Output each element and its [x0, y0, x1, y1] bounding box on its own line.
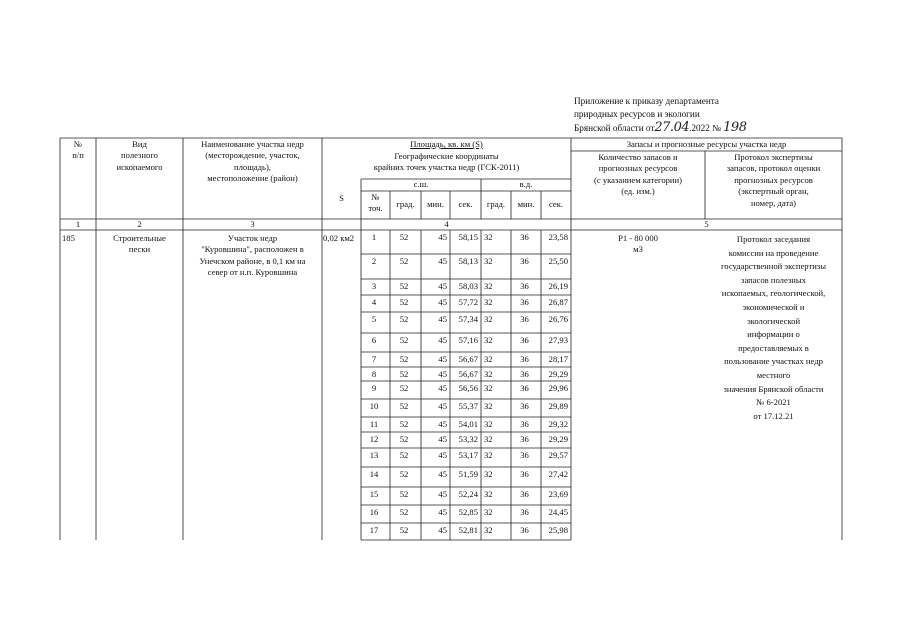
point-coordinate-cell: 23,58 [548, 232, 568, 242]
point-coordinate-cell: 29,57 [548, 450, 568, 460]
point-coordinate-cell: 29,29 [548, 369, 568, 379]
point-coordinate-cell: 32 [484, 297, 493, 307]
point-number: 5 [371, 314, 377, 324]
point-coordinate-cell: 24,45 [548, 507, 568, 517]
annex-line-1: Приложение к приказу департамента [574, 96, 719, 106]
header-reserves-title: Запасы и прогнозные ресурсы участка недр [626, 139, 787, 149]
header-lat-group: с.ш. [413, 179, 429, 189]
row-reserves-qty: P1 - 80 000 м3 [618, 233, 658, 255]
point-number: 9 [371, 383, 377, 393]
point-coordinate-cell: 29,29 [548, 434, 568, 444]
point-coordinate-cell: 36 [520, 469, 529, 479]
point-coordinate-cell: 45 [438, 256, 447, 266]
point-coordinate-cell: 36 [520, 489, 529, 499]
point-coordinate-cell: 45 [438, 383, 447, 393]
point-coordinate-cell: 45 [438, 281, 447, 291]
point-coordinate-cell: 36 [520, 232, 529, 242]
point-coordinate-cell: 32 [484, 401, 493, 411]
point-coordinate-cell: 45 [438, 507, 447, 517]
row-area: 0,02 км2 [323, 233, 355, 243]
row-name: Участок недр "Куровшина", расположен в Унечском районе, в 0,1 км на север от н.п. Куровшина [199, 233, 306, 278]
colnum-3: 3 [250, 219, 255, 229]
point-coordinate-cell: 52,85 [458, 507, 478, 517]
row-num: 185 [62, 233, 75, 243]
point-coordinate-cell: 26,76 [548, 314, 568, 324]
point-coordinate-cell: 32 [484, 369, 493, 379]
point-number: 7 [371, 354, 377, 364]
point-number: 17 [369, 525, 379, 535]
point-coordinate-cell: 36 [520, 335, 529, 345]
point-coordinate-cell: 58,13 [458, 256, 478, 266]
point-coordinate-cell: 52 [399, 434, 409, 444]
colnum-4: 4 [444, 219, 449, 229]
point-coordinate-cell: 56,67 [458, 354, 478, 364]
point-number: 6 [371, 335, 377, 345]
point-number: 14 [369, 469, 379, 479]
header-num: № п/п [72, 139, 84, 161]
point-coordinate-cell: 52 [399, 507, 409, 517]
point-number: 10 [369, 401, 379, 411]
point-coordinate-cell: 51,59 [458, 469, 478, 479]
point-number: 13 [369, 450, 379, 460]
header-reserves-protocol: Протокол экспертизы запасов, протокол оценки прогнозных ресурсов (экспертный орган, номер, дата) [726, 152, 821, 208]
point-coordinate-cell: 32 [484, 450, 493, 460]
point-coordinate-cell: 57,34 [458, 314, 478, 324]
point-coordinate-cell: 53,17 [458, 450, 478, 460]
point-coordinate-cell: 58,15 [458, 232, 478, 242]
point-coordinate-cell: 55,37 [458, 401, 478, 411]
point-coordinate-cell: 32 [484, 419, 493, 429]
point-coordinate-cell: 25,98 [548, 525, 568, 535]
point-coordinate-cell: 32 [484, 507, 493, 517]
point-coordinate-cell: 28,17 [548, 354, 568, 364]
point-coordinate-cell: 36 [520, 419, 529, 429]
point-coordinate-cell: 27,42 [548, 469, 568, 479]
point-coordinate-cell: 56,56 [458, 383, 478, 393]
point-coordinate-cell: 45 [438, 489, 447, 499]
point-coordinate-cell: 29,32 [548, 419, 568, 429]
point-coordinate-cell: 36 [520, 281, 529, 291]
point-coordinate-cell: 29,96 [548, 383, 568, 393]
header-lon-deg: град. [486, 199, 506, 209]
point-coordinate-cell: 32 [484, 281, 493, 291]
point-coordinate-cell: 26,87 [548, 297, 568, 307]
point-coordinate-cell: 45 [438, 450, 447, 460]
point-coordinate-cell: 57,16 [458, 335, 478, 345]
point-coordinate-cell: 36 [520, 525, 529, 535]
point-coordinate-cell: 36 [520, 383, 529, 393]
point-coordinate-cell: 45 [438, 354, 447, 364]
point-coordinate-cell: 53,32 [458, 434, 478, 444]
point-coordinate-cell: 32 [484, 232, 493, 242]
row-kind: Строительные пески [113, 233, 166, 255]
point-coordinate-cell: 36 [520, 450, 529, 460]
annex-year: .2022 № [689, 123, 721, 133]
point-coordinate-cell: 36 [520, 434, 529, 444]
point-coordinate-cell: 36 [520, 507, 529, 517]
colnum-1: 1 [75, 219, 81, 229]
point-coordinate-cell: 32 [484, 525, 493, 535]
point-coordinate-cell: 32 [484, 256, 493, 266]
header-lat-sec: сек. [458, 199, 473, 209]
header-reserves-qty: Количество запасов и прогнозных ресурсов (с указанием категории) (ед. изм.) [594, 152, 682, 197]
header-coords-title: Географические координаты крайних точек участка недр (ГСК-2011) [373, 151, 520, 173]
point-coordinate-cell: 56,67 [458, 369, 478, 379]
point-number: 11 [369, 419, 379, 429]
point-coordinate-cell: 52,81 [458, 525, 478, 535]
header-lat-min: мин. [427, 199, 444, 209]
point-coordinate-cell: 52 [399, 419, 409, 429]
point-coordinate-cell: 25,50 [548, 256, 568, 266]
header-s: S [339, 193, 344, 203]
point-coordinate-cell: 45 [438, 469, 447, 479]
point-coordinate-cell: 52 [399, 335, 409, 345]
point-coordinate-cell: 32 [484, 383, 493, 393]
point-coordinate-cell: 52 [399, 297, 409, 307]
colnum-2: 2 [137, 219, 142, 229]
point-coordinate-cell: 54,01 [458, 419, 478, 429]
point-coordinate-cell: 36 [520, 256, 529, 266]
handwritten-number: 198 [723, 120, 747, 135]
point-coordinate-cell: 23,69 [548, 489, 568, 499]
header-name: Наименование участка недр (месторождение, участок, площадь), местоположение (район) [201, 139, 304, 184]
point-number: 8 [371, 369, 377, 379]
point-coordinate-cell: 52,24 [458, 489, 478, 499]
point-coordinate-cell: 52 [399, 232, 409, 242]
point-coordinate-cell: 52 [399, 354, 409, 364]
header-lon-group: в.д. [519, 179, 533, 189]
point-coordinate-cell: 45 [438, 434, 447, 444]
point-coordinate-cell: 26,19 [548, 281, 568, 291]
point-coordinate-cell: 45 [438, 525, 447, 535]
point-coordinate-cell: 32 [484, 354, 493, 364]
point-coordinate-cell: 36 [520, 369, 529, 379]
point-coordinate-cell: 45 [438, 335, 447, 345]
point-coordinate-cell: 52 [399, 383, 409, 393]
point-coordinate-cell: 52 [399, 450, 409, 460]
point-number: 3 [371, 281, 377, 291]
header-lat-deg: град. [396, 199, 415, 209]
header-lon-min: мин. [517, 199, 535, 209]
annex-line-2: природных ресурсов и экологии [574, 109, 700, 119]
point-coordinate-cell: 45 [438, 297, 447, 307]
annex-line-3-prefix: Брянской области от [574, 123, 655, 133]
point-coordinate-cell: 32 [484, 314, 493, 324]
header-kind: Вид полезного ископаемого [116, 139, 163, 172]
point-coordinate-cell: 36 [520, 401, 529, 411]
point-coordinate-cell: 36 [520, 354, 529, 364]
point-coordinate-cell: 32 [484, 335, 493, 345]
point-coordinate-cell: 52 [399, 369, 409, 379]
point-coordinate-cell: 58,03 [458, 281, 478, 291]
point-coordinate-cell: 52 [399, 489, 409, 499]
point-coordinate-cell: 52 [399, 469, 409, 479]
header-point: № точ. [368, 192, 383, 214]
point-coordinate-cell: 45 [438, 369, 447, 379]
point-coordinate-cell: 45 [438, 419, 447, 429]
point-coordinate-cell: 32 [484, 489, 493, 499]
point-coordinate-cell: 36 [520, 314, 529, 324]
point-coordinate-cell: 45 [438, 314, 447, 324]
point-number: 2 [371, 256, 377, 266]
header-lon-sec: сек. [548, 199, 564, 209]
point-coordinate-cell: 52 [399, 281, 409, 291]
point-number: 1 [371, 232, 377, 242]
point-number: 15 [369, 489, 379, 499]
point-coordinate-cell: 45 [438, 232, 447, 242]
colnum-5: 5 [704, 219, 709, 229]
header-area-title: Площадь, кв. км (S) [410, 139, 483, 149]
handwritten-date: 27.04 [654, 120, 690, 135]
point-coordinate-cell: 52 [399, 314, 409, 324]
point-coordinate-cell: 52 [399, 525, 409, 535]
point-coordinate-cell: 32 [484, 434, 493, 444]
point-coordinate-cell: 45 [438, 401, 447, 411]
point-coordinate-cell: 57,72 [458, 297, 478, 307]
point-coordinate-cell: 36 [520, 297, 529, 307]
point-coordinate-cell: 29,89 [548, 401, 568, 411]
point-coordinate-cell: 52 [399, 401, 409, 411]
point-coordinate-cell: 52 [399, 256, 409, 266]
point-number: 16 [369, 507, 379, 517]
point-number: 4 [371, 297, 377, 307]
point-coordinate-cell: 32 [484, 469, 493, 479]
point-coordinate-cell: 27,93 [548, 335, 568, 345]
row-reserves-protocol: Протокол заседания комиссии на проведение государственной экспертизы запасов полезных ископаемых, геологической, экономической и экологической информации о предоставляемых в пользование участках недр местного значения Брянской области № 6-2021 от 17.12.21 [721, 234, 826, 421]
point-number: 12 [369, 434, 379, 444]
